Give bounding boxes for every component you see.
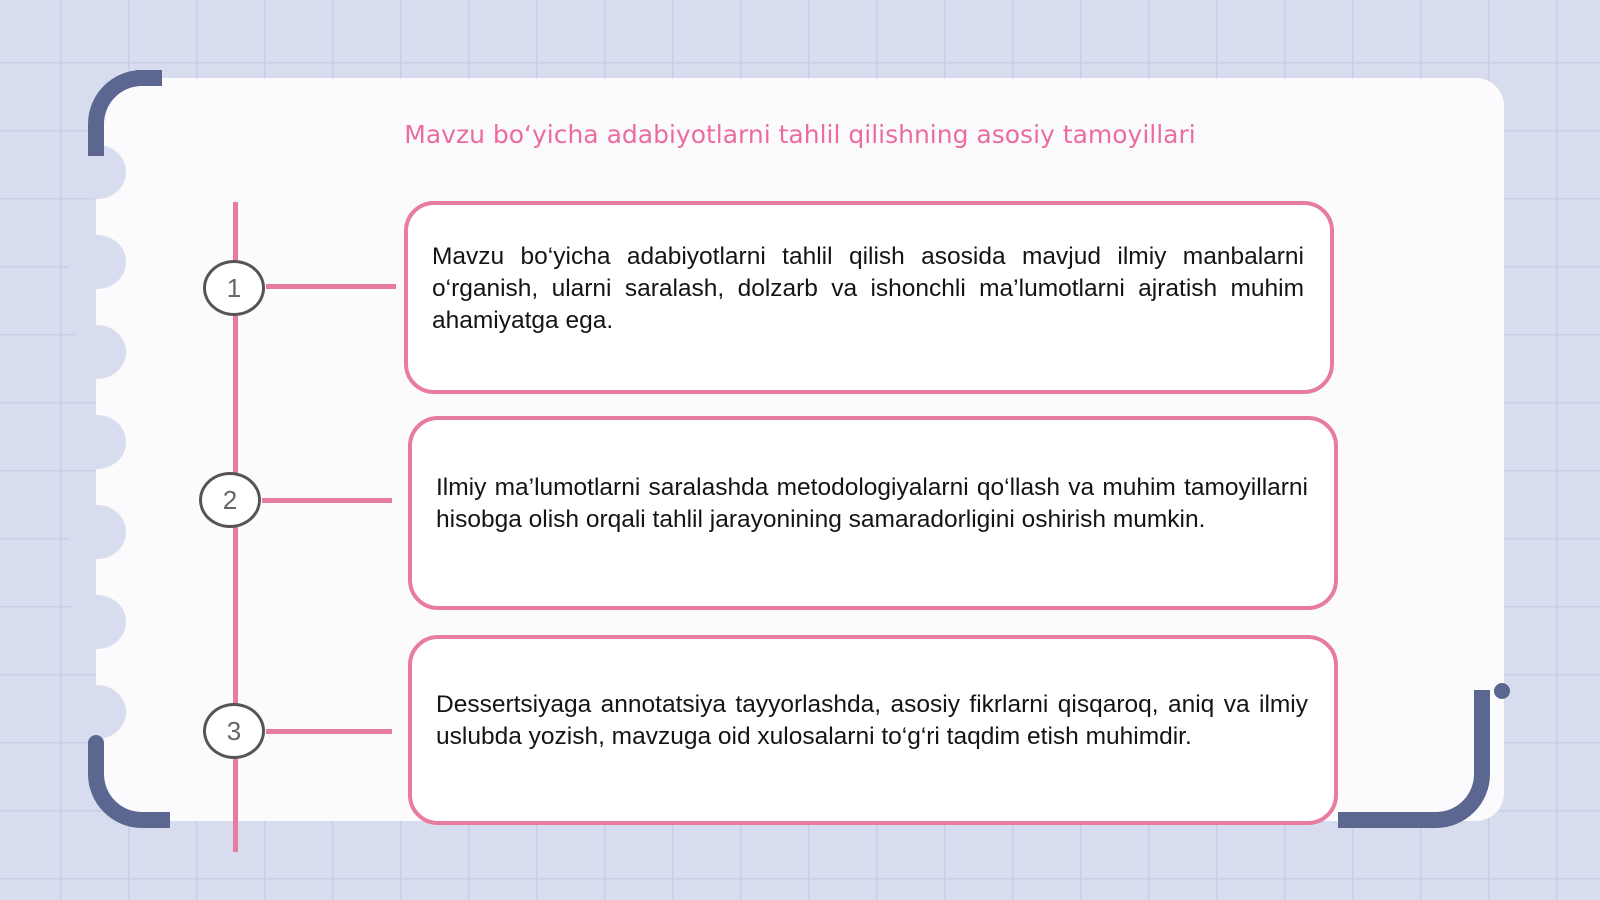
corner-bracket-cap bbox=[88, 140, 104, 156]
slide-title: Mavzu boʻyicha adabiyotlarni tahlil qilishning asosiy tamoyillari bbox=[404, 120, 1196, 149]
timeline-connector bbox=[266, 284, 396, 289]
step-number-badge: 1 bbox=[203, 260, 265, 316]
binder-notch bbox=[68, 415, 126, 469]
corner-bracket-bottom-right bbox=[1338, 690, 1490, 828]
corner-bracket-cap bbox=[1338, 812, 1354, 828]
corner-bracket-cap bbox=[130, 70, 146, 86]
step-number-badge: 3 bbox=[203, 703, 265, 759]
step-number-badge: 2 bbox=[199, 472, 261, 528]
timeline-connector bbox=[262, 498, 392, 503]
binder-notch bbox=[68, 235, 126, 289]
principle-card bbox=[408, 635, 1338, 825]
principle-text: Mavzu bo‘yicha adabiyotlarni tahlil qilish asosida mavjud ilmiy manbalarni o‘rganish, ularni saralash, dolzarb va ishonchli ma’lumotlarni ajratish muhim ahamiyatga ega. bbox=[432, 242, 1304, 334]
binder-notch bbox=[68, 685, 126, 739]
corner-bracket-cap bbox=[1494, 683, 1510, 699]
binder-notch bbox=[68, 505, 126, 559]
corner-bracket-cap bbox=[154, 812, 170, 828]
binder-notch bbox=[68, 595, 126, 649]
principle-card bbox=[408, 416, 1338, 610]
corner-bracket-cap bbox=[88, 735, 104, 751]
principle-card bbox=[404, 201, 1334, 394]
principle-text: Ilmiy ma’lumotlarni saralashda metodologiyalarni qo‘llash va muhim tamoyillarni hisobga olish orqali tahlil jarayonining samaradorligini oshirish mumkin. bbox=[436, 474, 1308, 533]
timeline-connector bbox=[266, 729, 392, 734]
binder-notch bbox=[68, 325, 126, 379]
principle-text: Dessertsiyaga annotatsiya tayyorlashda, asosiy fikrlarni qisqaroq, aniq va ilmiy uslubda yozish, mavzuga oid xulosalarni to‘g‘ri taqdim etish muhimdir. bbox=[436, 691, 1308, 750]
